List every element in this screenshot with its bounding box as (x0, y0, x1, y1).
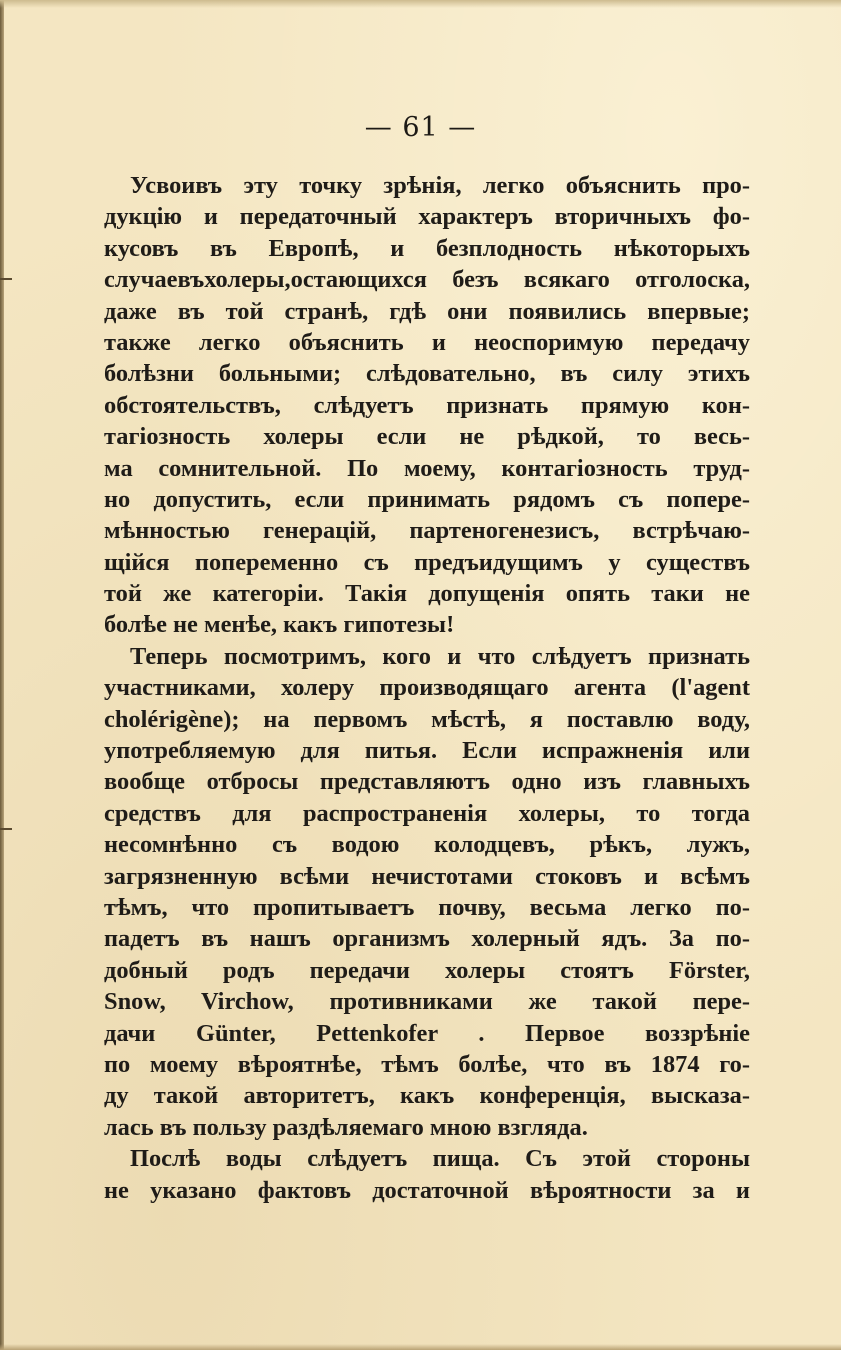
text-line: даже въ той странѣ, гдѣ они появились впервые; (104, 297, 750, 325)
text-line: падетъ въ нашъ организмъ холерный ядъ. За по- (104, 925, 750, 953)
text-line: Snow, Virchow, противниками же такой пере- (104, 988, 750, 1016)
text-line: вообще отбросы представляютъ одно изъ главныхъ (104, 768, 750, 796)
text-line: загрязненную всѣми нечистотами стоковъ и всѣмъ (104, 862, 750, 890)
text-line: также легко объяснить и неоспоримую передачу (104, 328, 750, 356)
text-line: Теперь посмотримъ, кого и что слѣдуетъ признать (130, 642, 750, 670)
paragraph (104, 1143, 750, 1206)
text-line: тагіозность холеры если не рѣдкой, то весь- (104, 423, 750, 451)
text-line: ма сомнительной. По моему, контагіозность труд- (104, 454, 750, 482)
text-line: несомнѣнно съ водою колодцевъ, рѣкъ, лужъ, (104, 831, 750, 859)
text-line: cholérigène); на первомъ мѣстѣ, я поставлю воду, (104, 705, 750, 733)
paragraph (104, 641, 750, 1143)
text-line: тѣмъ, что пропитываетъ почву, весьма легко по- (104, 893, 750, 921)
bottom-page-edge (0, 1344, 841, 1350)
text-line: дукцію и передаточный характеръ вторичныхъ фо- (104, 203, 750, 231)
text-line: мѣнностью генерацій, партеногенезисъ, встрѣчаю- (104, 517, 750, 545)
page-number: — 61 — (364, 112, 477, 143)
margin-tick (0, 828, 12, 830)
text-line: Послѣ воды слѣдуетъ пища. Съ этой стороны (130, 1145, 750, 1173)
text-line: по моему вѣроятнѣе, тѣмъ болѣе, что въ 1874 го- (104, 1050, 750, 1078)
text-line: болѣе не менѣе, какъ гипотезы! (104, 611, 455, 639)
text-line: не указано фактовъ достаточной вѣроятности за и (104, 1176, 750, 1204)
text-line: дачи Günter, Pettenkofer . Первое воззрѣніе (104, 1019, 750, 1047)
text-line: кусовъ въ Европѣ, и безплодность нѣкоторыхъ (104, 234, 750, 262)
margin-tick (0, 278, 12, 280)
text-line: обстоятельствъ, слѣдуетъ признать прямую кон- (104, 391, 750, 419)
paragraph (104, 170, 750, 641)
text-line: участниками, холеру производящаго агента (l'agent (104, 674, 750, 702)
text-line: щійся попеременно съ предъидущимъ у существъ (104, 548, 750, 576)
top-page-edge (0, 0, 841, 8)
text-line: Усвоивъ эту точку зрѣнія, легко объяснить про- (130, 172, 750, 199)
binding-edge (0, 0, 4, 1350)
body-text (104, 170, 750, 1206)
text-line: но допустить, если принимать рядомъ съ попере- (104, 485, 750, 513)
text-line: случаевъхолеры,остающихся безъ всякаго отголоска, (104, 266, 750, 294)
text-line: добный родъ передачи холеры стоятъ Förster, (104, 956, 750, 984)
text-line: средствъ для распространенія холеры, то тогда (104, 799, 750, 827)
text-line: ду такой авторитетъ, какъ конференція, высказа- (104, 1082, 750, 1110)
text-line: той же категоріи. Такія допущенія опять таки не (104, 580, 750, 608)
text-line: употребляемую для питья. Если испражненія или (104, 737, 750, 765)
text-line: болѣзни больными; слѣдовательно, въ силу этихъ (104, 360, 750, 388)
text-line: лась въ пользу раздѣляемаго мною взгляда. (104, 1113, 588, 1141)
